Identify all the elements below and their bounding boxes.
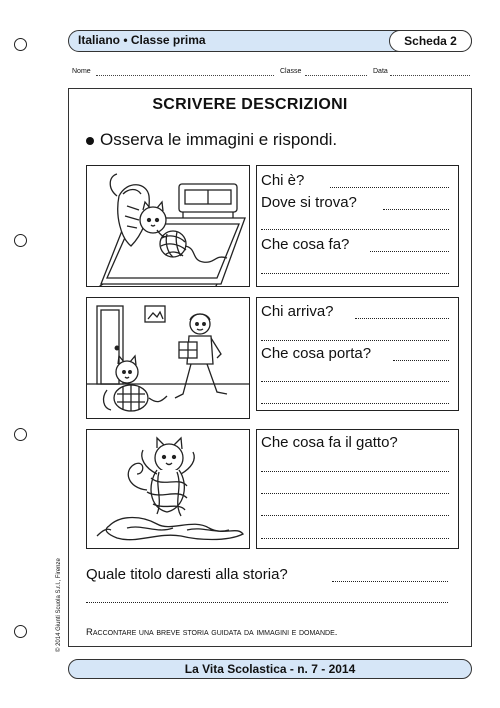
page-title: SCRIVERE DESCRIZIONI	[152, 96, 348, 113]
boy-with-gift-illustration	[87, 298, 250, 419]
illustration-cat-tangled	[86, 429, 250, 549]
illustration-cat-yarn	[86, 165, 250, 287]
header	[68, 30, 472, 52]
question-what-cat-does: Che cosa fa il gatto?	[261, 434, 398, 451]
subject-label: Italiano • Classe prima	[78, 33, 206, 47]
class-label: Classe	[280, 68, 302, 75]
answer-line[interactable]	[332, 580, 448, 582]
name-label: Nome	[72, 68, 91, 75]
answer-line[interactable]	[261, 537, 449, 539]
sheet-label: Scheda 2	[389, 30, 472, 52]
footer-bar: La Vita Scolastica - n. 7 - 2014	[68, 659, 472, 679]
answer-line[interactable]	[383, 208, 449, 210]
question-what: Che cosa fa?	[261, 236, 350, 253]
answer-line[interactable]	[393, 359, 449, 361]
question-where: Dove si trova?	[261, 194, 357, 211]
class-field[interactable]	[305, 68, 367, 76]
binder-hole-upper	[14, 234, 27, 247]
cat-tangled-illustration	[87, 430, 250, 549]
name-field[interactable]	[96, 68, 274, 76]
answer-line[interactable]	[261, 380, 449, 382]
cat-with-yarn-illustration	[87, 166, 250, 287]
bullet-icon	[86, 137, 94, 145]
footer-note: Raccontare una breve storia guidata da immagini e domande.	[86, 627, 338, 638]
binder-hole-bottom	[14, 625, 27, 638]
answer-line[interactable]	[261, 272, 449, 274]
answer-line[interactable]	[261, 402, 449, 404]
copyright-text: © 2014 Giunti Scuola S.r.l., Firenze	[56, 558, 62, 652]
answer-line[interactable]	[330, 186, 449, 188]
question-who-arrives: Chi arriva?	[261, 303, 334, 320]
answer-line[interactable]	[261, 492, 449, 494]
question-who: Chi è?	[261, 172, 305, 189]
date-field[interactable]	[390, 68, 470, 76]
answer-line[interactable]	[86, 601, 448, 603]
question-what-brings: Che cosa porta?	[261, 345, 372, 362]
instruction-text: Osserva le immagini e rispondi.	[100, 130, 338, 149]
final-question: Quale titolo daresti alla storia?	[86, 566, 288, 583]
answer-line[interactable]	[261, 339, 449, 341]
answer-line[interactable]	[261, 228, 449, 230]
answer-line[interactable]	[261, 470, 449, 472]
answer-line[interactable]	[261, 514, 449, 516]
binder-hole-top	[14, 38, 27, 51]
binder-hole-lower	[14, 428, 27, 441]
answer-line[interactable]	[355, 317, 449, 319]
illustration-boy-gift	[86, 297, 250, 419]
date-label: Data	[373, 68, 388, 75]
answer-line[interactable]	[370, 250, 449, 252]
student-fields	[72, 68, 472, 80]
